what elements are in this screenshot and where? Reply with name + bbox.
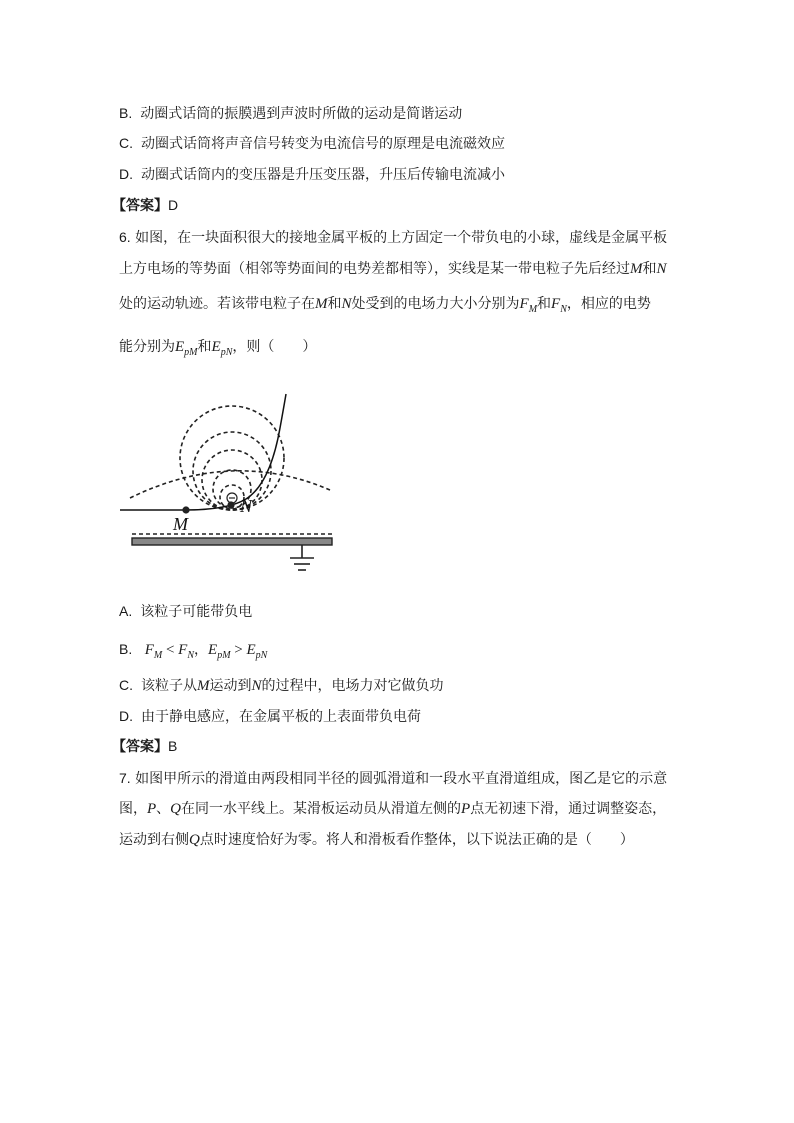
symbol-n: N [251,678,262,694]
option-text: 由于静电感应，在金属平板的上表面带负电荷 [141,709,421,725]
q6-stem-line-2 [119,259,667,279]
stem-text: 如图甲所示的滑道由两段相同半径的圆弧滑道和一段水平直滑道组成，图乙是它的示意 [135,771,668,787]
option-text: 动圈式话筒将声音信号转变为电流信号的原理是电流磁效应 [141,136,505,152]
q7-stem-line-1 [119,768,667,789]
stem-text: 图， [119,801,147,817]
particle-trajectory [120,394,286,510]
q5-option-d [119,164,505,185]
symbol-p: P [461,801,471,817]
option-text: 该粒子可能带负电 [140,604,253,620]
label-n: N [240,496,253,516]
force-fn: $F_N$ [551,296,567,315]
stem-text: 、 [156,801,171,817]
symbol-q: Q [170,801,182,817]
symbol-n: N [341,296,352,312]
q5-answer [112,195,178,216]
option-text: 该粒子从 [141,678,197,694]
option-letter: D. [119,708,133,724]
option-letter: B. [119,641,133,657]
q6-answer [112,736,177,757]
answer-value: D [168,197,179,213]
option-text: 运动到 [209,678,252,694]
stem-text: ，则（ ） [232,339,317,355]
question-number: 7. [119,770,131,786]
symbol-m: M [630,261,643,277]
q6-stem-line-1 [119,227,667,248]
stem-text: ，相应的电势 [566,296,651,312]
answer-value: B [168,738,178,754]
option-letter: C. [119,135,133,151]
answer-tag: 【答案】 [112,198,168,214]
option-letter: B. [119,105,133,121]
point-m-dot [182,506,189,513]
q6-figure [118,388,338,588]
stem-text: 处的运动轨迹。若该带电粒子在 [119,296,315,312]
option-letter: A. [119,603,133,619]
stem-text: 和 [327,296,342,312]
metal-plate [132,538,332,545]
stem-text: 运动到右侧 [119,832,189,848]
stem-text: 上方电场的等势面（相邻等势面间的电势差都相等），实线是某一带电粒子先后经过 [119,261,630,277]
label-m: M [173,514,188,534]
option-text: 动圈式话筒的振膜遇到声波时所做的运动是简谐运动 [140,106,463,122]
symbol-m: M [197,678,210,694]
question-number: 6. [119,229,131,245]
stem-text: 点时速度恰好为零。将人和滑板看作整体，以下说法正确的是（ ） [199,832,634,848]
option-text: 的过程中，电场力对它做负功 [261,678,444,694]
q5-option-b [119,103,462,124]
energy-epm: $E_{pM}$ [208,642,231,661]
symbol-n: N [656,261,667,277]
stem-text: 和 [537,296,552,312]
q6-option-a [119,601,252,622]
q6-stem-line-3 [119,294,651,320]
stem-text: 处受到的电场力大小分别为 [351,296,520,312]
option-letter: C. [119,677,133,693]
q6-option-b: B. $F_M < F_N$，$E_{pM} > E_{pN}$ [119,641,268,661]
ground-icon [290,545,314,570]
energy-epn: $E_{pN}$ [246,642,268,661]
stem-text: 和 [642,261,657,277]
q5-option-c [119,133,505,154]
force-fm: $F_M$ [519,296,538,315]
symbol-m: M [315,296,328,312]
q6-option-d [119,706,421,727]
field-diagram [118,388,338,588]
q7-stem-line-3 [119,830,634,850]
stem-text: 如图，在一块面积很大的接地金属平板的上方固定一个带负电的小球，虚线是金属平板 [135,230,668,246]
option-letter: D. [119,166,133,182]
force-fm: $F_M$ [144,642,163,661]
stem-text: 在同一水平线上。某滑板运动员从滑道左侧的 [181,801,462,817]
force-fn: $F_N$ [178,642,195,661]
q6-option-c [119,675,444,696]
stem-text: 和 [197,339,212,355]
option-text: 动圈式话筒内的变压器是升压变压器，升压后传输电流减小 [141,167,505,183]
answer-tag: 【答案】 [112,739,168,755]
symbol-q: Q [189,832,200,848]
energy-epn: $E_{pN}$ [211,339,233,358]
stem-text: 点无初速下滑，通过调整姿态， [470,801,667,817]
symbol-p: P [147,801,157,817]
energy-epm: $E_{pM}$ [175,339,198,358]
q6-stem-line-4 [119,337,316,363]
stem-text: 能分别为 [119,339,175,355]
q7-stem-line-2 [119,799,666,819]
point-n-dot [227,501,234,508]
